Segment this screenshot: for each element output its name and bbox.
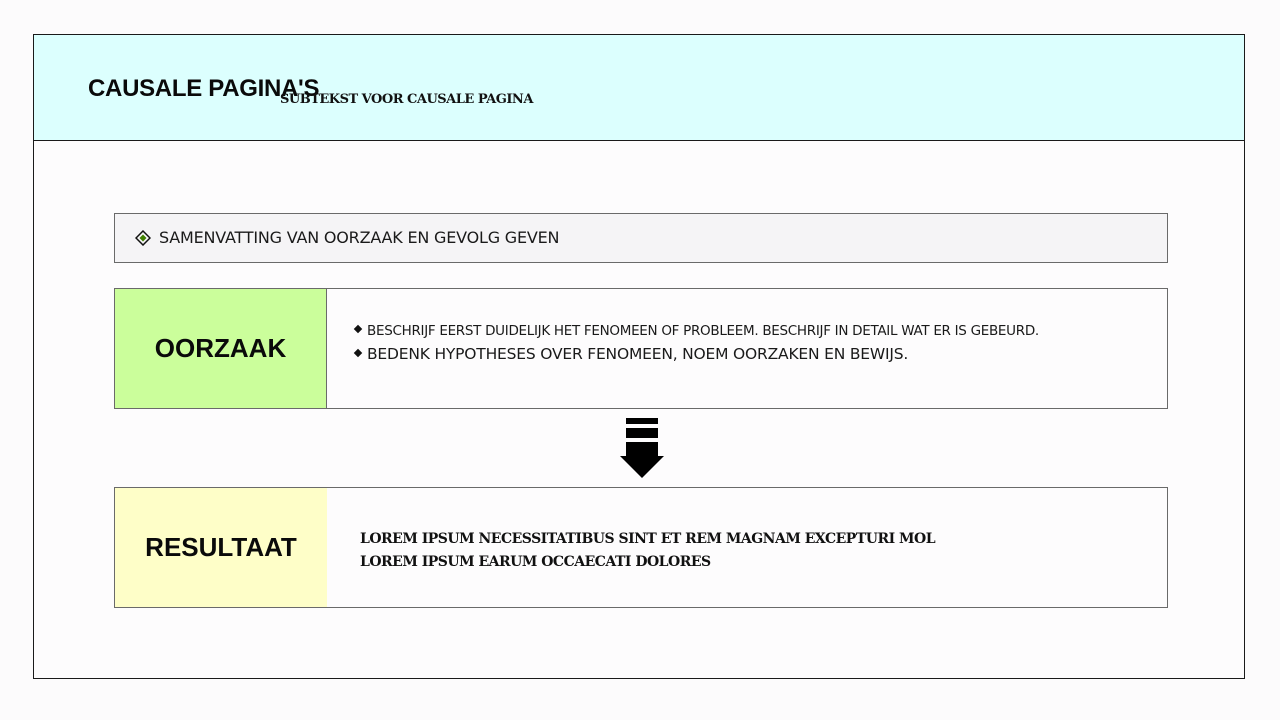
bullet-item: [355, 345, 1039, 363]
summary-text: SAMENVATTING VAN OORZAAK EN GEVOLG GEVEN: [159, 228, 560, 247]
summary-box: [114, 213, 1168, 263]
result-line: LOREM IPSUM EARUM OCCAECATI DOLORES: [360, 554, 711, 570]
diamond-bullet-icon: [354, 348, 362, 356]
result-box: [114, 487, 1168, 608]
bullet-text: BESCHRIJF EERST DUIDELIJK HET FENOMEEN OF PROBLEEM. BESCHRIJF IN DETAIL WAT ER IS GEBEURD.: [367, 323, 1039, 339]
result-label: RESULTAAT: [115, 488, 327, 607]
result-text: [360, 528, 935, 574]
slide: [33, 34, 1245, 679]
bullet-text: BEDENK HYPOTHESES OVER FENOMEEN, NOEM OORZAKEN EN BEWIJS.: [367, 345, 909, 363]
arrow-down-icon: [620, 418, 664, 478]
page-title: CAUSALE PAGINA'S: [88, 75, 320, 102]
diamond-bullet-icon: [135, 230, 151, 246]
cause-label: OORZAAK: [115, 289, 327, 408]
cause-bullets: [355, 323, 1039, 363]
bullet-item: [355, 323, 1039, 339]
page-subtitle: SUBTEKST VOOR CAUSALE PAGINA: [280, 92, 533, 107]
diamond-bullet-icon: [354, 325, 362, 333]
result-line: LOREM IPSUM NECESSITATIBUS SINT ET REM MAGNAM EXCEPTURI MOL: [360, 531, 936, 547]
cause-box: [114, 288, 1168, 409]
header-band: [34, 35, 1244, 141]
